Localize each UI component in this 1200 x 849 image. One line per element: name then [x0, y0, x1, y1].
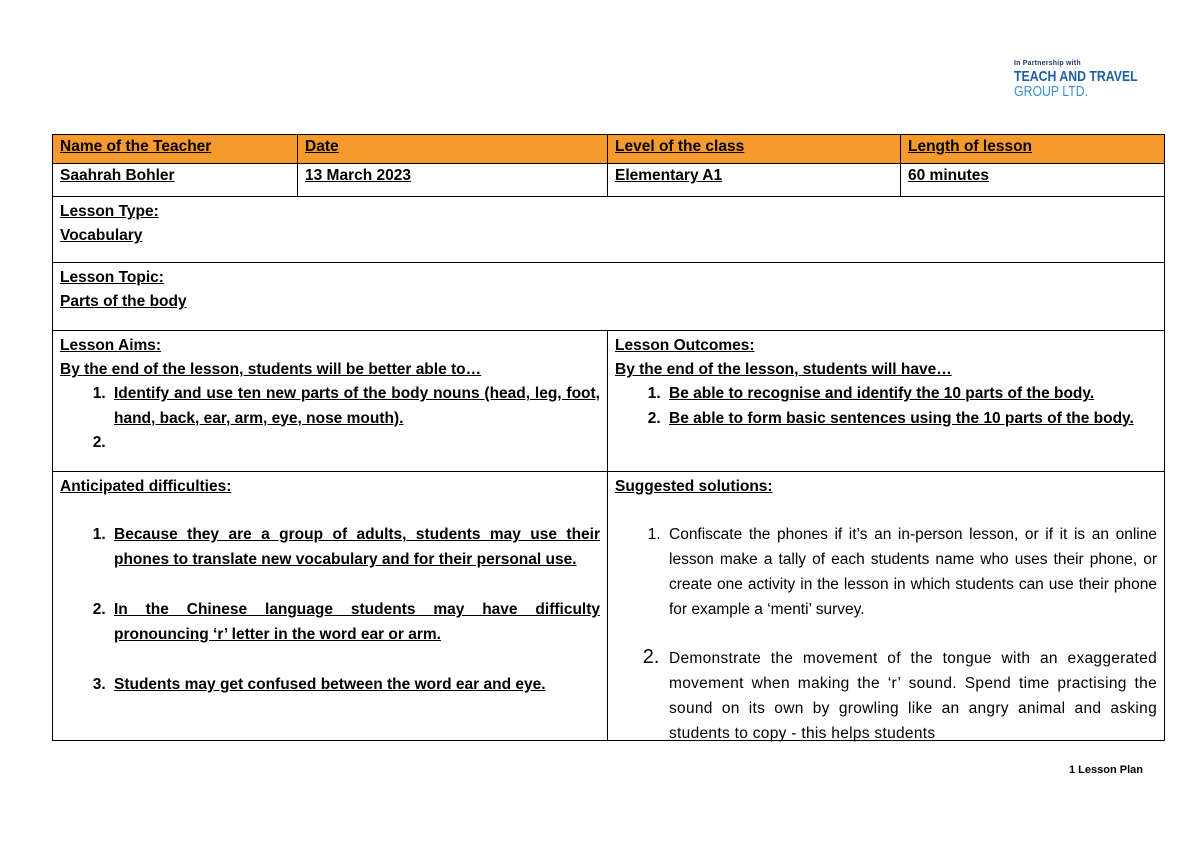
length-header: Length of lesson	[901, 135, 1165, 164]
lesson-outcomes-cell	[608, 331, 1165, 472]
difficulties-label: Anticipated difficulties:	[60, 478, 232, 495]
lesson-date: 13 March 2023	[298, 164, 608, 197]
logo-line1: TEACH AND TRAVEL	[1014, 68, 1138, 85]
level-header: Level of the class	[608, 135, 901, 164]
lesson-topic-label: Lesson Topic:	[60, 269, 164, 286]
difficulty-item: 3. Students may get confused between the word ear and eye.	[110, 672, 600, 697]
solutions-cell	[608, 472, 1165, 741]
solution-item: 2. Demonstrate the movement of the tongue with an exaggerated movement when making the ‘r’ sound. Spend time practising the sound on its own by growling like an angry animal and asking students to copy - this helps students	[665, 645, 1157, 746]
aim-item	[110, 431, 600, 456]
lesson-topic-row	[53, 263, 1165, 331]
lesson-topic-cell	[53, 263, 1165, 331]
lesson-aims-cell	[53, 331, 608, 472]
lesson-type-row	[53, 197, 1165, 263]
page-footer: 1 Lesson Plan	[1069, 764, 1143, 776]
outcomes-intro: By the end of the lesson, students will have…	[615, 361, 952, 378]
teacher-header: Name of the Teacher	[53, 135, 298, 164]
lesson-topic-value: Parts of the body	[60, 293, 187, 310]
difficulties-row	[53, 472, 1165, 741]
difficulty-item: 2. In the Chinese language students may have difficulty pronouncing ‘r’ letter in the word ear or arm.	[110, 597, 600, 647]
difficulties-cell	[53, 472, 608, 741]
lesson-type-cell	[53, 197, 1165, 263]
outcome-item: 1. Be able to recognise and identify the 10 parts of the body.	[665, 382, 1157, 407]
date-header: Date	[298, 135, 608, 164]
solutions-label: Suggested solutions:	[615, 478, 773, 495]
teacher-name: Saahrah Bohler	[53, 164, 298, 197]
difficulty-item: 1. Because they are a group of adults, students may use their phones to translate new vocabulary and for their personal use.	[110, 522, 600, 572]
aims-row	[53, 331, 1165, 472]
aims-intro: By the end of the lesson, students will be better able to…	[60, 361, 482, 378]
lesson-type-value: Vocabulary	[60, 227, 143, 244]
lesson-length: 60 minutes	[901, 164, 1165, 197]
info-row	[53, 164, 1165, 197]
solution-item: 1. Confiscate the phones if it’s an in-person lesson, or if it is an online lesson make a tally of each students name who uses their phone, or create one activity in the lesson in which students can use their phone for example a ‘menti’ survey.	[665, 522, 1157, 622]
aims-label: Lesson Aims:	[60, 337, 162, 354]
outcome-item: 2. Be able to form basic sentences using the 10 parts of the body.	[665, 407, 1157, 432]
lesson-type-label: Lesson Type:	[60, 203, 159, 220]
logo-partner-text: In Partnership with	[1014, 60, 1081, 67]
header-row	[53, 135, 1165, 164]
logo-line2: GROUP LTD.	[1014, 83, 1089, 100]
outcomes-label: Lesson Outcomes:	[615, 337, 755, 354]
lesson-plan-table	[52, 134, 1165, 741]
aim-item: 1. Identify and use ten new parts of the body nouns (head, leg, foot, hand, back, ear, arm, eye, nose mouth).	[110, 382, 600, 431]
class-level: Elementary A1	[608, 164, 901, 197]
partner-logo	[1014, 60, 1154, 99]
